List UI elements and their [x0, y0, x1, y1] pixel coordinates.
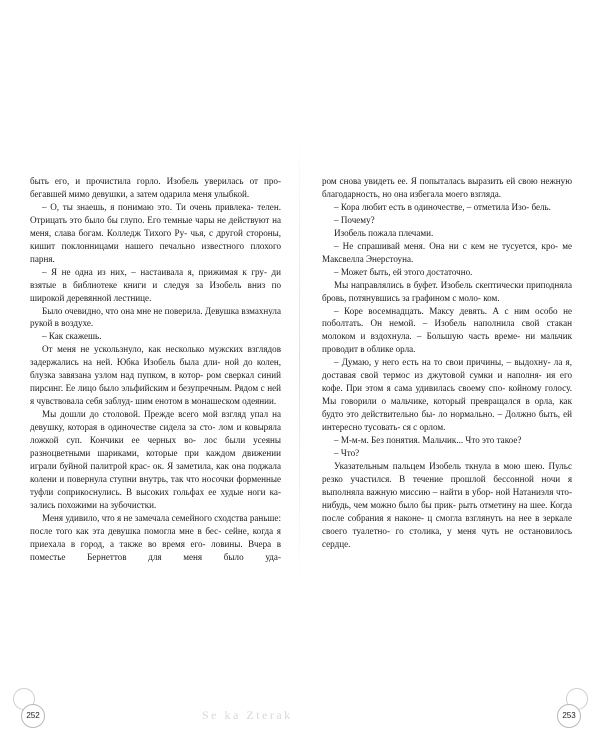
watermark: Se ka Zterak: [202, 708, 293, 722]
paragraph: Изобель пожала плечами.: [334, 227, 434, 238]
paragraph: – Коре восемнадцать. Максу девять. А с ним особо не поболтать. Он немой. – Изобель наполнила свой стакан молоком и вздохнула. – Большую часть време- ни мальчик проводит в облике орла.: [322, 305, 572, 355]
paragraph: – Что?: [334, 448, 360, 459]
paragraph: – М-м-м. Без понятия. Мальчик... Что это такое?: [334, 435, 522, 446]
paragraph: быть его, и прочистила горло. Изобель уверилась от про- бегавшей мимо девушки, а затем одарила меня улыбкой.: [30, 176, 281, 199]
paragraph: – Думаю, у него есть на то свои причины, – выдохну- ла я, доставая свой термос из джутовой сумки и наполня- ия его кофе. При этом я сама удивилась своему спо- койному голосу. Мы говорили о мальчике, который превращался в орла, как будто это действительно бы- ло нормально. – Должно быть, ей интересно тусовать- ся с орлом.: [322, 357, 572, 433]
paragraph: – Почему?: [334, 214, 375, 225]
paragraph: – Может быть, ей этого достаточно.: [334, 266, 473, 277]
paragraph: Было очевидно, что она мне не поверила. Девушка взмахнула рукой в воздухе.: [30, 305, 281, 329]
right-page-text: [322, 175, 572, 551]
paragraph: ром снова увидеть ее. Я попыталась выразить ей свою нежную благодарность, но она избегала моего взгляда.: [322, 176, 572, 199]
paragraph: – Не спрашивай меня. Она ни с кем не тусуется, кро- ме Максвелла Энерстоуна.: [322, 240, 572, 264]
paragraph: Меня удивило, что я не замечала семейного сходства раньше: после того как эта девушка помогла мне в бес- сейне, когда я приехала в город, а также во время его- ловины. Вчера в поместье Бернеттов для меня было уда-: [30, 512, 281, 562]
paragraph: – Как скажешь.: [42, 331, 102, 342]
paragraph: Мы дошли до столовой. Прежде всего мой взгляд упал на девушку, которая в одиночестве сидела за сто- лом и ковыряла ложкой суп. Кончики ее черных во- лос были усеяны разноцветными шариками, которые при каждом движении играли буйной палитрой крас- ок. Я заметила, как она поджала колени и повернула ступни внутрь, так что носочки форменные туфли соприкоснулись. В высоких гольфах ее худые ноги ка- зались похожими на зубочистки.: [30, 409, 281, 510]
paragraph: Указательным пальцем Изобель ткнула в мою шею. Пульс резко участился. В течение прошлой бессонной ночи я выполняла важную миссию – найти в убор- ной Натаниэля что-нибудь, чем можно было бы прик- рыть отметину на шее. Когда после собрания я наконе- ц смогла взглянуть на нее в зеркале своего туалетно- го столика, у меня чуть не остановилось сердце.: [322, 460, 572, 549]
paragraph: Мы направлялись в буфет. Изобель скептически приподняла бровь, потянувшись за графином с моло- ком.: [322, 279, 572, 303]
paragraph: – О, ты знаешь, я понимаю это. Ти очень привлека- телен. Отрицать это было бы глупо. Его темные чары не действуют на меня, слава богам. Колледж Тихого Ру- чья, с другой стороны, кишит поклонницами нашего печально известного плохого парня.: [30, 201, 281, 264]
left-page-text: [30, 175, 281, 564]
paragraph: От меня не ускользнуло, как несколько мужских взглядов задержались на ней. Юбка Изобель была дли- ной до колен, блузка завязана узлом над пупком, в котор- ром сверкал синий пирсинг. Ее лицо было эльфийским и безупречным. Рядом с ней я чувствовала себя заблуд- шим енотом в монашеском одеянии.: [30, 344, 281, 407]
paragraph: – Я не одна из них, – настаивала я, прижимая к гру- ди взятые в библиотеке книги и следуя за Изобель вниз по широкой деревянной лестнице.: [30, 266, 281, 303]
paragraph: – Кора любит есть в одиночестве, – отметила Изо- бель.: [334, 201, 551, 212]
page-number-right: 253: [557, 704, 581, 728]
page-number-left: 252: [21, 704, 45, 728]
book-gutter: [299, 128, 300, 588]
